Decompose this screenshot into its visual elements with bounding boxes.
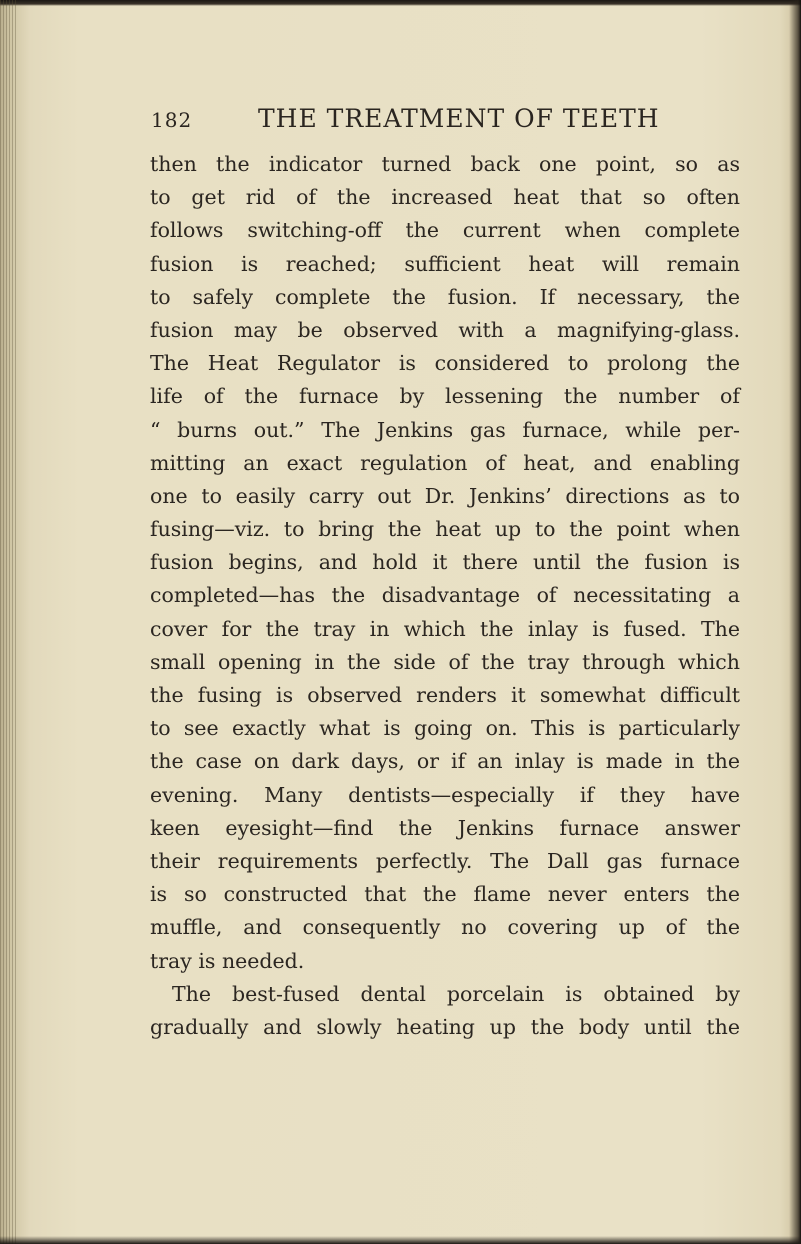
text-line: their requirements perfectly. The Dall gas furnace (150, 848, 740, 873)
text-line: the case on dark days, or if an inlay is made in the (150, 749, 740, 774)
text-line: cover for the tray in which the inlay is fused. The (150, 616, 740, 641)
text-line: completed—has the disadvantage of necessitating a (150, 583, 740, 608)
text-line: keen eyesight—find the Jenkins furnace answer (150, 815, 740, 840)
text-line: mitting an exact regulation of heat, and enabling (150, 450, 740, 475)
page-number: 182 (151, 108, 193, 132)
text-line: is so constructed that the flame never enters the (150, 882, 740, 907)
text-line: fusion begins, and hold it there until the fusion is (150, 550, 740, 575)
text-line: life of the furnace by lessening the number of (150, 384, 740, 409)
text-line: to get rid of the increased heat that so often (150, 185, 740, 210)
page-top-edge (0, 0, 801, 6)
text-line: fusion may be observed with a magnifying-glass. (150, 317, 740, 342)
text-line: to safely complete the fusion. If necessary, the (150, 284, 740, 309)
text-line: one to easily carry out Dr. Jenkins’ directions as to (150, 483, 740, 508)
page-bottom-edge (0, 1236, 801, 1244)
text-line: evening. Many dentists—especially if they have (150, 782, 740, 807)
text-line: “ burns out.” The Jenkins gas furnace, while per- (150, 417, 740, 442)
text-line: fusion is reached; sufficient heat will remain (150, 251, 740, 276)
text-line: gradually and slowly heating up the body until the (150, 1014, 740, 1039)
page-fore-edge (789, 0, 801, 1244)
text-line: muffle, and consequently no covering up of the (150, 915, 740, 940)
text-line: fusing—viz. to bring the heat up to the point when (150, 517, 740, 542)
text-line: small opening in the side of the tray through which (150, 649, 740, 674)
page-gutter-edge (0, 0, 18, 1244)
text-line: tray is needed. (150, 948, 305, 973)
text-line: follows switching-off the current when complete (150, 218, 740, 243)
body-text (150, 148, 740, 1044)
text-line: to see exactly what is going on. This is particularly (150, 716, 740, 741)
text-line: then the indicator turned back one point, so as (150, 152, 740, 176)
running-head: THE TREATMENT OF TEETH (258, 104, 660, 133)
text-line: the fusing is observed renders it somewhat difficult (150, 683, 740, 707)
text-line: The best-fused dental porcelain is obtained by (172, 981, 740, 1006)
text-line: The Heat Regulator is considered to prolong the (150, 351, 740, 376)
